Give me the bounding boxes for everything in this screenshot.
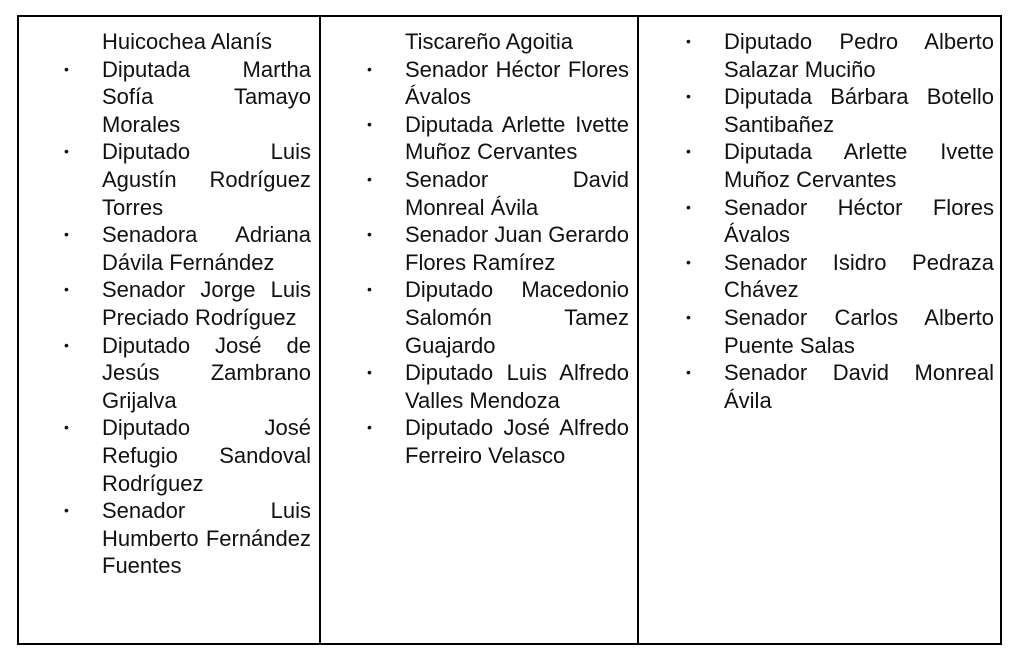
list-item: [686, 304, 994, 359]
list-item-text: Diputado José Alfredo Ferreiro Velasco: [405, 415, 629, 468]
bullet-icon: •: [686, 198, 691, 215]
list-item: [367, 111, 629, 166]
list-item-text: Diputada Bárbara Botello Santibañez: [724, 84, 994, 137]
list-item: [64, 276, 311, 331]
list-item: [367, 276, 629, 359]
table-column-3: [639, 17, 1000, 643]
bullet-icon: •: [367, 281, 372, 298]
list-item-text: Senador Carlos Alberto Puente Salas: [724, 304, 994, 358]
list-item: [64, 414, 311, 497]
bullet-icon: •: [686, 88, 691, 105]
table-column-1: [19, 17, 321, 643]
list-item: [64, 56, 311, 139]
bullet-icon: •: [367, 226, 372, 243]
continuation-text: Huicochea Alanís: [102, 29, 272, 54]
list-item-text: Senador Luis Humberto Fernández Fuentes: [102, 498, 311, 579]
list-item: [64, 497, 311, 580]
list-item-text: Senador Héctor Flores Ávalos: [724, 194, 994, 248]
list-item-text: Diputada Martha Sofía Tamayo Morales: [102, 56, 311, 137]
bullet-icon: •: [686, 364, 691, 381]
bullet-list: [686, 28, 994, 414]
list-item: [64, 138, 311, 221]
list-item-text: Diputado Pedro Alberto Salazar Muciño: [724, 29, 994, 82]
list-item: [367, 166, 629, 221]
bullet-icon: •: [367, 115, 372, 132]
list-item: [686, 138, 994, 193]
bullet-icon: •: [64, 60, 69, 77]
bullet-icon: •: [64, 226, 69, 243]
names-table: [17, 15, 1002, 645]
bullet-icon: •: [64, 419, 69, 436]
list-item-text: Senador Jorge Luis Preciado Rodríguez: [102, 277, 311, 330]
bullet-icon: •: [686, 253, 691, 270]
list-item: [367, 221, 629, 276]
bullet-icon: •: [64, 336, 69, 353]
list-item-text: Diputada Arlette Ivette Muñoz Cervantes: [724, 139, 994, 192]
list-item-text: Diputado Macedonio Salomón Tamez Guajardo: [405, 277, 629, 358]
bullet-icon: •: [367, 170, 372, 187]
bullet-list: [367, 56, 629, 470]
column-3-content: [686, 28, 994, 414]
column-2-content: [367, 28, 629, 470]
table-column-2: [321, 17, 639, 643]
bullet-icon: •: [64, 502, 69, 519]
list-item: [686, 83, 994, 138]
list-item-text: Diputada Arlette Ivette Muñoz Cervantes: [405, 111, 629, 165]
list-item-text: Diputado José de Jesús Zambrano Grijalva: [102, 332, 311, 413]
list-item: [367, 56, 629, 111]
bullet-icon: •: [64, 143, 69, 160]
list-item-text: Senador Juan Gerardo Flores Ramírez: [405, 222, 629, 275]
bullet-icon: •: [686, 33, 691, 49]
list-item-text: Senador Héctor Flores Ávalos: [405, 56, 629, 110]
list-item: [64, 221, 311, 276]
list-item-text: Diputado José Refugio Sandoval Rodríguez: [102, 415, 311, 496]
bullet-icon: •: [367, 419, 372, 436]
list-item: [686, 194, 994, 249]
list-item-text: Senador David Monreal Ávila: [405, 166, 629, 220]
bullet-icon: •: [686, 308, 691, 325]
list-item-text: Senador David Monreal Ávila: [724, 360, 994, 413]
bullet-icon: •: [367, 60, 372, 77]
list-item: [686, 249, 994, 304]
bullet-icon: •: [686, 143, 691, 160]
continuation-text: Tiscareño Agoitia: [405, 29, 573, 54]
list-item-text: Senadora Adriana Dávila Fernández: [102, 222, 311, 275]
list-item: [367, 414, 629, 469]
list-item-text: Diputado Luis Agustín Rodríguez Torres: [102, 139, 311, 220]
list-item-text: Senador Isidro Pedraza Chávez: [724, 249, 994, 303]
bullet-list: [64, 56, 311, 580]
bullet-icon: •: [367, 364, 372, 381]
list-item: [686, 359, 994, 414]
list-item: [64, 332, 311, 415]
list-item-text: Diputado Luis Alfredo Valles Mendoza: [405, 360, 629, 413]
list-item: [367, 359, 629, 414]
column-1-content: [64, 28, 311, 580]
bullet-icon: •: [64, 281, 69, 298]
list-item: [686, 28, 994, 83]
